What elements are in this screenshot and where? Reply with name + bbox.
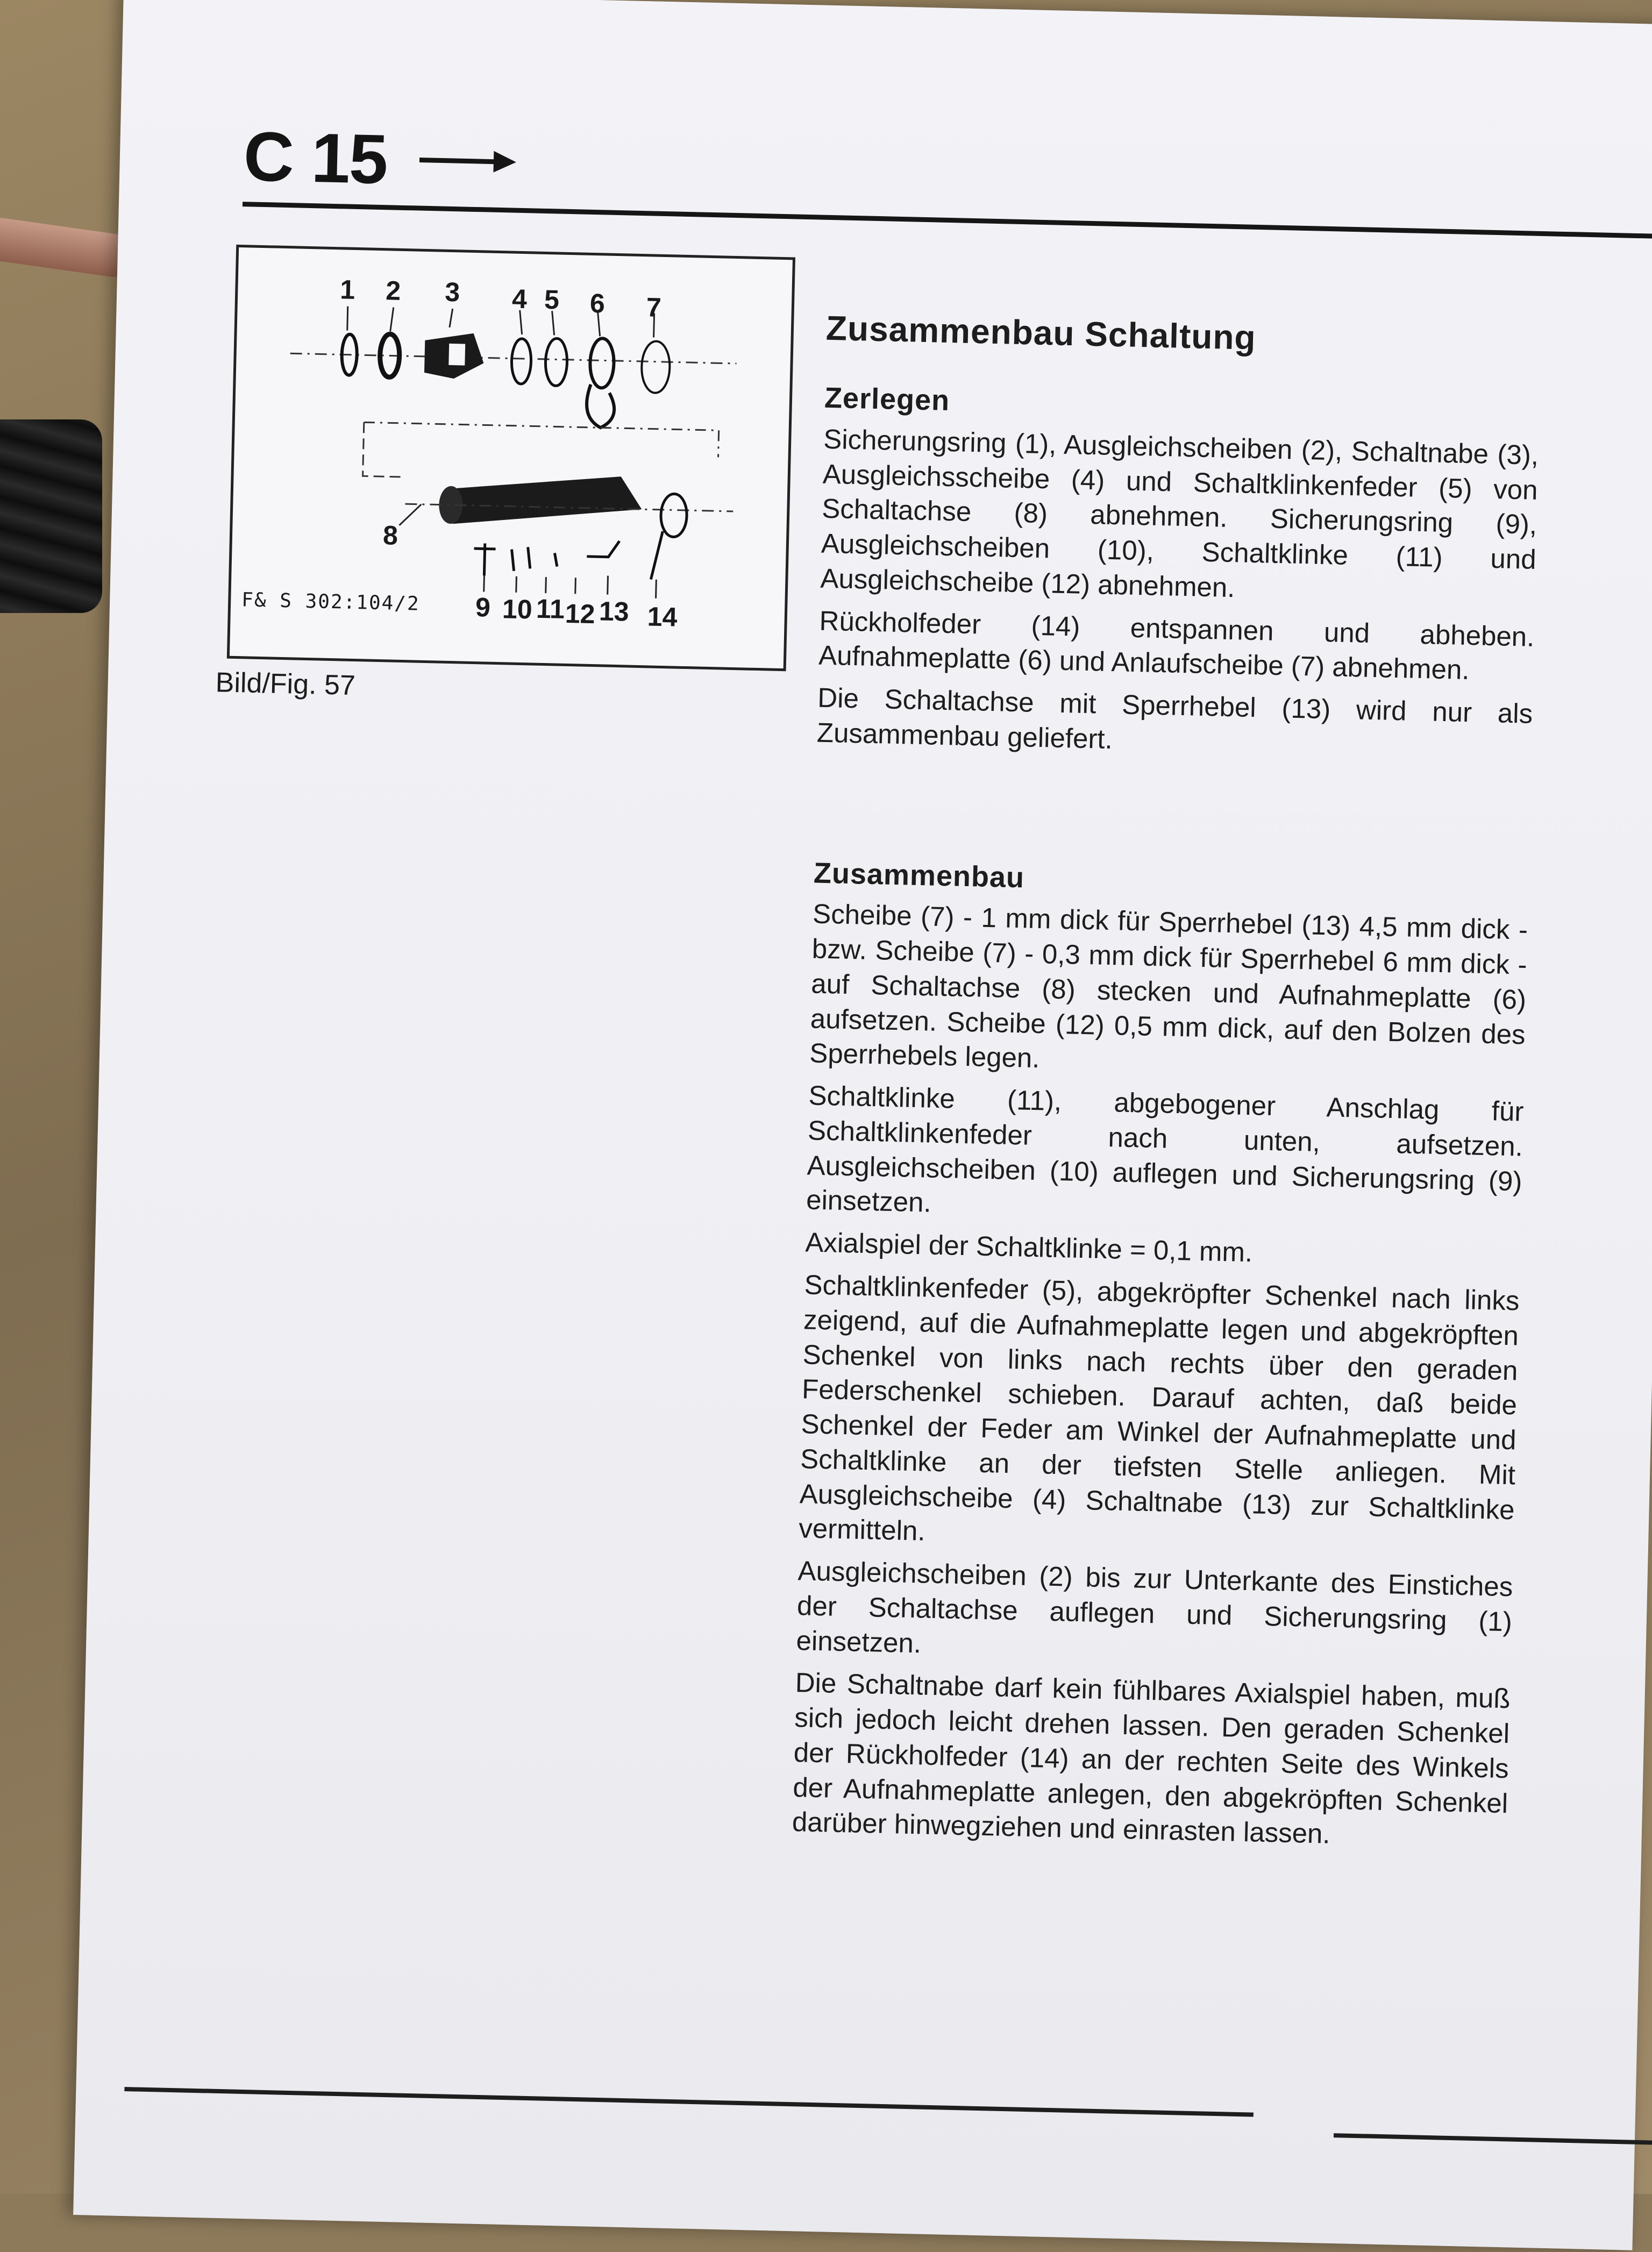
subsection-heading-zusammenbau: Zusammenbau — [813, 857, 1025, 894]
page-code: C 15 — [243, 117, 388, 199]
document-page — [73, 0, 1652, 2250]
part-number-1: 1 — [339, 274, 355, 305]
paragraph: Rückholfeder (14) entspannen und abheben. Aufnahmeplatte (6) und Anlaufscheibe (7) abnehmen. — [818, 605, 1535, 686]
footer-rule-right — [1334, 2133, 1652, 2146]
paragraph: Sicherungsring (1), Ausgleichscheiben (2), Schaltnabe (3), Ausgleichsscheibe (4) und Schaltklinkenfeder (5) von Schaltachse (8) abnehmen. Sicherungsring (9), Ausgleichscheiben (10), Schaltklinke (11) und Ausgleichscheibe (12) abnehmen. — [820, 423, 1539, 603]
paragraph: Ausgleichscheiben (2) bis zur Unterkante des Einstiches der Schaltachse auflegen und Sicherungsring (1) einsetzen. — [796, 1555, 1513, 1659]
section-title: Zusammenbau Schaltung — [825, 308, 1257, 357]
part-number-12: 12 — [565, 598, 596, 630]
part-number-3: 3 — [444, 276, 460, 308]
paragraph: Axialspiel der Schaltklinke = 0,1 mm. — [804, 1227, 1253, 1268]
part-number-2: 2 — [385, 275, 401, 306]
part-number-6: 6 — [589, 288, 606, 319]
paragraph: Schaltklinkenfeder (5), abgekröpfter Schenkel nach links zeigend, auf die Aufnahmeplatte legen und abgekröpften Schenkel von links nach rechts über den geraden Federschenkel schieben. Darauf achten, daß beide Schenkel der Feder am Winkel der Aufnahmeplatte und Schaltklinke an der tiefsten Stelle anliegen. Mit Ausgleichscheibe (4) Schaltnabe (13) zur Schaltklinke vermitteln. — [798, 1269, 1520, 1547]
part-number-8: 8 — [382, 520, 398, 551]
right-arrow-icon — [419, 144, 516, 179]
part-number-14: 14 — [647, 601, 678, 632]
black-object — [0, 419, 102, 613]
section-gap — [814, 758, 1532, 871]
footer-rule — [124, 2087, 1254, 2117]
paragraph: Die Schaltnabe darf kein fühlbares Axialspiel haben, muß sich jedoch leicht drehen lassen. Den geraden Schenkel der Rückholfeder (14) an der rechten Seite des Winkels der Aufnahmeplatte anlegen, den abgekröpften Schenkel darüber hinwegziehen und einrasten lassen. — [792, 1667, 1511, 1850]
part-number-13: 13 — [599, 596, 630, 627]
paragraph: Scheibe (7) - 1 mm dick für Sperrhebel (13) 4,5 mm dick - bzw. Scheibe (7) - 0,3 mm dick für Sperrhebel 6 mm dick - auf Schaltachse (8) stecken und Aufnahmeplatte (6) aufsetzen. Scheibe (12) 0,5 mm dick, auf den Bolzen des Sperrhebels legen. — [809, 898, 1528, 1074]
part-number-10: 10 — [502, 594, 533, 625]
subsection-heading-zerlegen: Zerlegen — [824, 382, 950, 417]
paragraph: Schaltklinke (11), abgebogener Anschlag für Schaltklinkenfeder nach unten, aufsetzen. Ausgleichscheiben (10) auflegen und Sicherungsring (9) einsetzen. — [806, 1080, 1524, 1218]
part-number-7: 7 — [646, 292, 662, 323]
page-header — [243, 116, 517, 202]
part-number-5: 5 — [544, 284, 560, 315]
header-rule — [243, 202, 1652, 240]
instructions-column — [792, 307, 1542, 1864]
exploded-diagram-figure — [227, 245, 795, 671]
figure-caption: Bild/Fig. 57 — [215, 667, 356, 702]
part-number-4: 4 — [511, 283, 528, 315]
paragraph: Die Schaltachse mit Sperrhebel (13) wird nur als Zusammenbau geliefert. — [816, 682, 1533, 755]
part-number-11: 11 — [536, 593, 565, 624]
part-number-9: 9 — [475, 592, 491, 623]
figure-reference: F& S 302:104/2 — [241, 589, 421, 615]
